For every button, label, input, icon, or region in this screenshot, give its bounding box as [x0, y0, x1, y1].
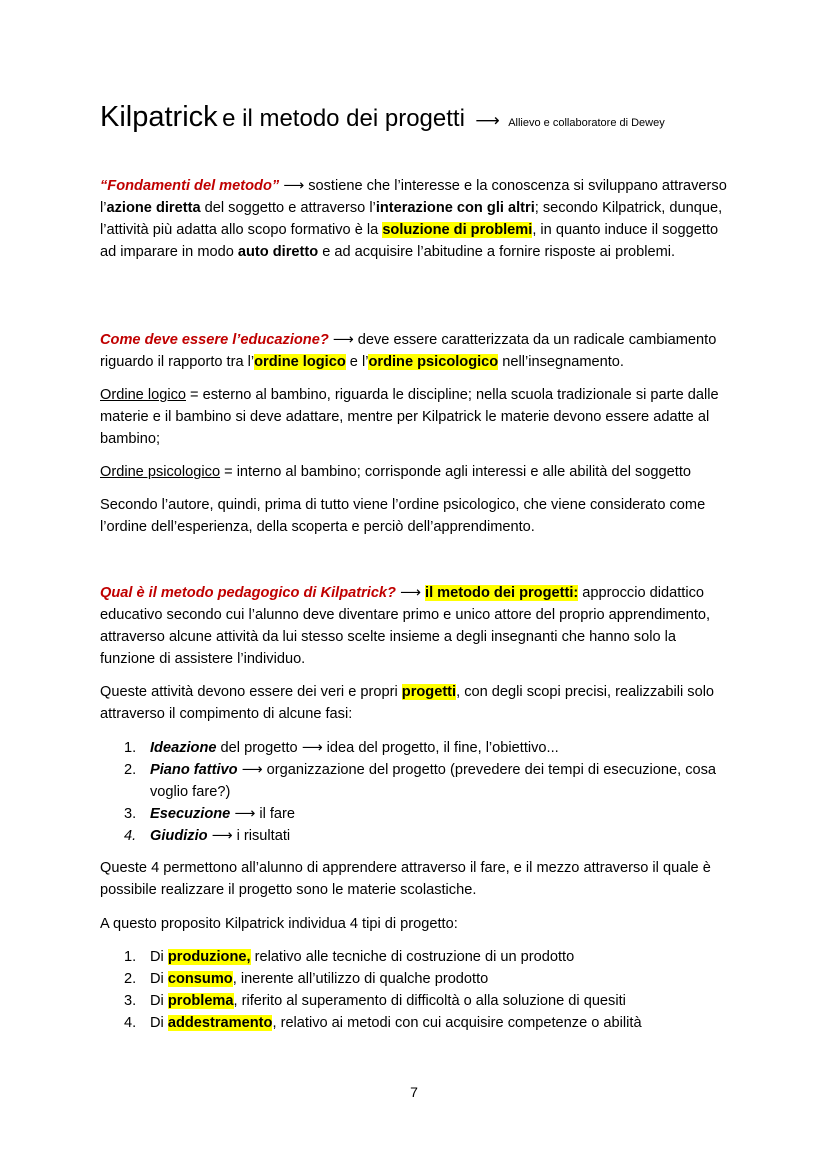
text-run: , in quanto induce il soggetto ad imparare in modo — [100, 222, 719, 260]
text-run: il fare — [255, 806, 296, 822]
text-run: i risultati — [232, 828, 291, 844]
paragraph-ordine-psicologico — [100, 461, 728, 483]
text-run: e l’ — [345, 354, 369, 370]
list-item — [100, 759, 728, 803]
list-number: 4. — [124, 828, 137, 844]
paragraph-summary — [100, 494, 728, 538]
phase-name: Piano fattivo — [150, 762, 238, 778]
text-run: idea del progetto, il fine, l’obiettivo... — [322, 740, 559, 756]
highlighted-term: ordine psicologico — [368, 354, 499, 370]
text-run: = esterno al bambino, riguarda le discipline; nella scuola tradizionale si parte dalle materie e il bambino si deve adattare, mentre per Kilpatrick le materie devono essere adatte al bambino; — [100, 387, 719, 447]
list-item — [100, 990, 728, 1012]
section-heading: Come deve essere l’educazione? — [100, 332, 329, 348]
text-run: , inerente all’utilizzo di qualche prodotto — [232, 971, 489, 987]
text-run: sostiene che l’interesse e la conoscenza si sviluppano attraverso l’ — [100, 178, 727, 216]
list-item — [100, 946, 728, 968]
text-run: , con degli scopi precisi, realizzabili solo attraverso il compimento di alcune fasi: — [100, 684, 715, 722]
highlighted-term: progetti — [401, 684, 457, 700]
text-run: del progetto — [216, 740, 298, 756]
phases-list — [100, 737, 728, 847]
arrow-icon: ⟶ — [241, 762, 263, 778]
list-number: 2. — [124, 971, 137, 987]
paragraph-ordine-logico — [100, 384, 728, 450]
text-run: Queste attività devono essere dei veri e propri — [100, 684, 402, 700]
arrow-icon: ⟶ — [283, 178, 305, 194]
arrow-icon: ⟶ — [400, 585, 421, 601]
text-run: del soggetto e attraverso l’ — [200, 200, 376, 216]
definition-label: Ordine psicologico — [100, 464, 221, 480]
text-run: , riferito al superamento di difficoltà o alla soluzione di quesiti — [233, 993, 626, 1009]
text-run: deve essere caratterizzata da un radicale cambiamento riguardo il rapporto tra l’ — [100, 332, 717, 370]
list-number: 3. — [124, 806, 137, 822]
types-list — [100, 946, 728, 1034]
paragraph-progetti — [100, 681, 728, 725]
text-run: nell’insegnamento. — [498, 354, 624, 370]
text-run: Secondo l’autore, quindi, prima di tutto viene l’ordine psicologico, che viene considerato come l’ordine dell’esperienza, della scoperta e perciò dell’apprendimento. — [100, 497, 706, 535]
phase-name: Ideazione — [150, 740, 217, 756]
text-run: relativo alle tecniche di costruzione di un prodotto — [250, 949, 575, 965]
highlighted-term: il metodo dei progetti: — [425, 585, 579, 601]
text-run: = interno al bambino; corrisponde agli interessi e alle abilità del soggetto — [220, 464, 691, 480]
arrow-icon: ⟶ — [211, 828, 233, 844]
text-run: e ad acquisire l’abitudine a fornire risposte ai problemi. — [318, 244, 676, 260]
list-item — [100, 968, 728, 990]
highlighted-term: addestramento — [167, 1015, 273, 1031]
title-rest: e il metodo dei progetti — [222, 105, 465, 132]
text-run: , relativo ai metodi con cui acquisire competenze o abilità — [272, 1015, 642, 1031]
text-run: approccio didattico educativo secondo cui l’alunno deve diventare primo e unico attore del proprio apprendimento, attraverso alcune attività da lui stesso scelte insieme a degli insegnanti che hanno solo la funzione di assistere l’individuo. — [100, 585, 711, 667]
phase-name: Giudizio — [150, 828, 208, 844]
paragraph-tipi — [100, 913, 728, 935]
page-number: 7 — [410, 1084, 418, 1100]
list-number: 1. — [124, 949, 137, 965]
highlighted-term: ordine logico — [254, 354, 346, 370]
text-run: Di — [150, 949, 168, 965]
title-name: Kilpatrick — [100, 101, 218, 133]
definition-label: Ordine logico — [100, 387, 186, 403]
highlighted-term: problema — [167, 993, 234, 1009]
arrow-icon: ⟶ — [332, 332, 354, 348]
text-run: ; secondo Kilpatrick, dunque, l’attività più adatta allo scopo formativo è la — [100, 200, 723, 238]
list-item — [100, 1012, 728, 1034]
text-run: Queste 4 permettono all’alunno di apprendere attraverso il fare, e il mezzo attraverso il quale è possibile realizzare il progetto sono le materie scolastiche. — [100, 860, 711, 898]
section-heading: “Fondamenti del metodo” — [100, 178, 280, 194]
text-run: Di — [150, 1015, 168, 1031]
section-educazione — [100, 329, 728, 373]
list-item — [100, 825, 728, 847]
arrow-icon: ⟶ — [234, 806, 256, 822]
page-title — [100, 101, 800, 134]
section-metodo — [100, 582, 728, 670]
bold-term: interazione con gli altri — [375, 200, 535, 216]
list-item — [100, 737, 728, 759]
bold-term: azione diretta — [106, 200, 201, 216]
arrow-icon: ⟶ — [301, 740, 323, 756]
text-run: organizzazione del progetto (prevedere dei tempi di esecuzione, cosa voglio fare?) — [150, 762, 717, 800]
list-number: 2. — [124, 762, 137, 778]
highlighted-term: produzione, — [167, 949, 251, 965]
text-run: Di — [150, 971, 168, 987]
arrow-icon: ⟶ — [475, 111, 500, 130]
paragraph-fare — [100, 857, 728, 901]
section-heading: Qual è il metodo pedagogico di Kilpatrick? — [100, 585, 396, 601]
list-number: 3. — [124, 993, 137, 1009]
list-number: 4. — [124, 1015, 137, 1031]
section-fondamenti — [100, 175, 728, 263]
text-run: Di — [150, 993, 168, 1009]
text-run: A questo proposito Kilpatrick individua 4 tipi di progetto: — [100, 916, 458, 932]
highlighted-term: soluzione di problemi — [382, 222, 533, 238]
highlighted-term: consumo — [167, 971, 233, 987]
list-item — [100, 803, 728, 825]
phase-name: Esecuzione — [150, 806, 231, 822]
title-note: Allievo e collaboratore di Dewey — [508, 117, 665, 129]
list-number: 1. — [124, 740, 137, 756]
bold-term: auto diretto — [237, 244, 319, 260]
